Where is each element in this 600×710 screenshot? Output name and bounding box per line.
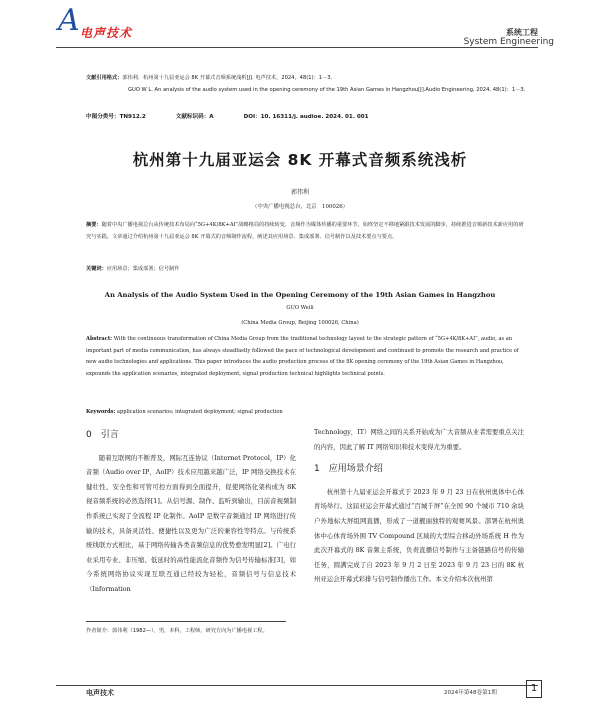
english-affiliation: (China Media Group, Beijing 100026, China)	[241, 320, 359, 326]
intro-paragraph: 随着互联网的不断普及，网际互连协议（Internet Protocol，IP）化音频（Audio over IP，AoIP）技术应用越来越广泛，IP 网络交换技术在健壮性、安全性和可管可控方面得到全面提升，促使网络化架构成为 8K 视音频系统的必然选择[1]。从信号源、制作、监听到输出，目前音视频制作系统已实现了全流程 IP 化制作。AoIP 是数字音频通过 IP 网络进行传输的技术，具备灵活性、便捷性以及更为广泛的兼容性等特点。与传统系统线联方式相比，基于网络传输各类音频信息的优势愈发明显[2]。广电行业采用专业、非压缩、低延时的高性能流化音频作为信号传输标准[3]，如今系统网络协议实现互联互通已经较为轻松，音频信号与信息技术（Information	[86, 453, 296, 593]
page-number: 1	[526, 680, 542, 698]
footer-issue: 2024年第48卷第1期	[444, 690, 497, 696]
body-left-column	[86, 425, 296, 597]
section-0-heading: 0 引言	[86, 430, 119, 440]
right-paragraph-2: 杭州第十九届亚运会开幕式于 2023 年 9 月 23 日在杭州奥体中心体育场举行。这届亚运会开幕式通过“百城千屏”在全国 90 个城市 710 余块户外地标大屏组网直播，形成了一道靓丽独特的观赛风景。部署在杭州奥体中心体育场外围 TV Compound 区域的大型综合移动外场系统 H 作为此次开幕式的 8K 音频主系统，负责直播信号制作与主备链路信号的传输任务，圆满完成了自 2023 年 9 月 2 日至 2023 年 9 月 23 日的 8K 杭州亚运会开幕式彩排与信号制作播出工作。本文介绍本次杭州第	[314, 487, 524, 584]
citation-en: GUO W L. An analysis of the audio system used in the opening ceremony of the 19th Asian Games in Hangzhou[J].Audio Engineering, 2024, 48(1)：1－3.	[128, 87, 526, 93]
citation-cn: 郭伟利．杭州第十九届亚运会 8K 开幕式音频系统浅析[J]. 电声技术，2024，48(1)：1－3.	[122, 75, 333, 81]
section-1-heading: 1 应用场景介绍	[314, 464, 383, 475]
section-name-cn: 系统工程	[506, 28, 538, 37]
abstract-cn-text: 随着中央广播电视总台从传统技术布局向“5G+4K/8K+AI”战略格局的持续转变，音频作为媒体传播的重要环节，始终坚定不移地紧跟技术发展的脚步，持续推进音频新技术新应用的研究与实践。文章通过介绍杭州第十九届亚运会 8K 开幕式的音频制作流程，阐述其应用场景、集成部署、信号制作以及技术要点与要点。	[86, 222, 524, 240]
english-title: An Analysis of the Audio System Used in the Opening Ceremony of the 19th Asian Games in Hangzhou	[104, 291, 496, 299]
abstract-en-text: With the continuous transformation of China Media Group from the traditional technology layout to the strategic pattern of “5G+4K/8K+AI”, audio, as an important part of media communication, has always steadfastly followed the pace of technological development and continued to promote the research and practice of new audio technologies and applications. This paper introduces the audio production process of the 8K opening ceremony of the 19th Asian Games in Hangzhou, expounds the application scenarios, integrated deployment, signal production technical highlights technical points.	[86, 336, 519, 377]
body-right-column	[314, 425, 524, 587]
header-rule	[56, 47, 538, 48]
footer-journal-name: 电声技术	[86, 689, 114, 697]
abstract-en	[86, 334, 526, 380]
clc-number: 中图分类号：TN912.2	[86, 114, 146, 120]
affiliation: （中央广播电视总台，北京 100026）	[251, 204, 349, 210]
keywords-en-label: Keywords:	[86, 409, 116, 415]
citation-block	[86, 72, 556, 96]
author-footnote: 作者简介：郭伟利（1982—），男，本科，工程师，研究方向为广播电视工程。	[86, 628, 268, 634]
doi: DOI：10. 16311/j. audioe. 2024. 01. 001	[243, 114, 369, 120]
footnote-rule	[86, 621, 286, 622]
keywords-cn-label: 关键词：	[86, 266, 107, 272]
right-paragraph-1: Technology，IT）网络之间的关系开始成为广大音频从业者需要重点关注的内容，因此了解 IT 网络知识和技术变得尤为重要。	[314, 428, 524, 451]
keywords-en-text: application scenarios; integrated deployment; signal production	[116, 409, 283, 415]
journal-logo-letter: A	[58, 3, 80, 38]
footer-rule	[56, 685, 538, 686]
section-name-en: System Engineering	[463, 37, 554, 47]
abstract-cn-label: 摘要：	[86, 222, 102, 228]
meta-line	[86, 112, 397, 120]
keywords-en	[86, 409, 526, 415]
journal-logo-text: 电声技术	[80, 26, 133, 40]
english-author: GUO Weili	[286, 305, 314, 311]
keywords-cn-text: 应用场景；集成部署；信号制作	[106, 266, 180, 272]
citation-label: 文献引用格式：	[86, 75, 123, 81]
document-code: 文献标识码：A	[175, 114, 214, 120]
abstract-en-label: Abstract:	[86, 336, 113, 342]
paper-title: 杭州第十九届亚运会 8K 开幕式音频系统浅析	[132, 151, 468, 169]
keywords-cn	[86, 265, 526, 272]
author: 郭伟利	[290, 189, 309, 196]
abstract-cn	[86, 219, 526, 243]
